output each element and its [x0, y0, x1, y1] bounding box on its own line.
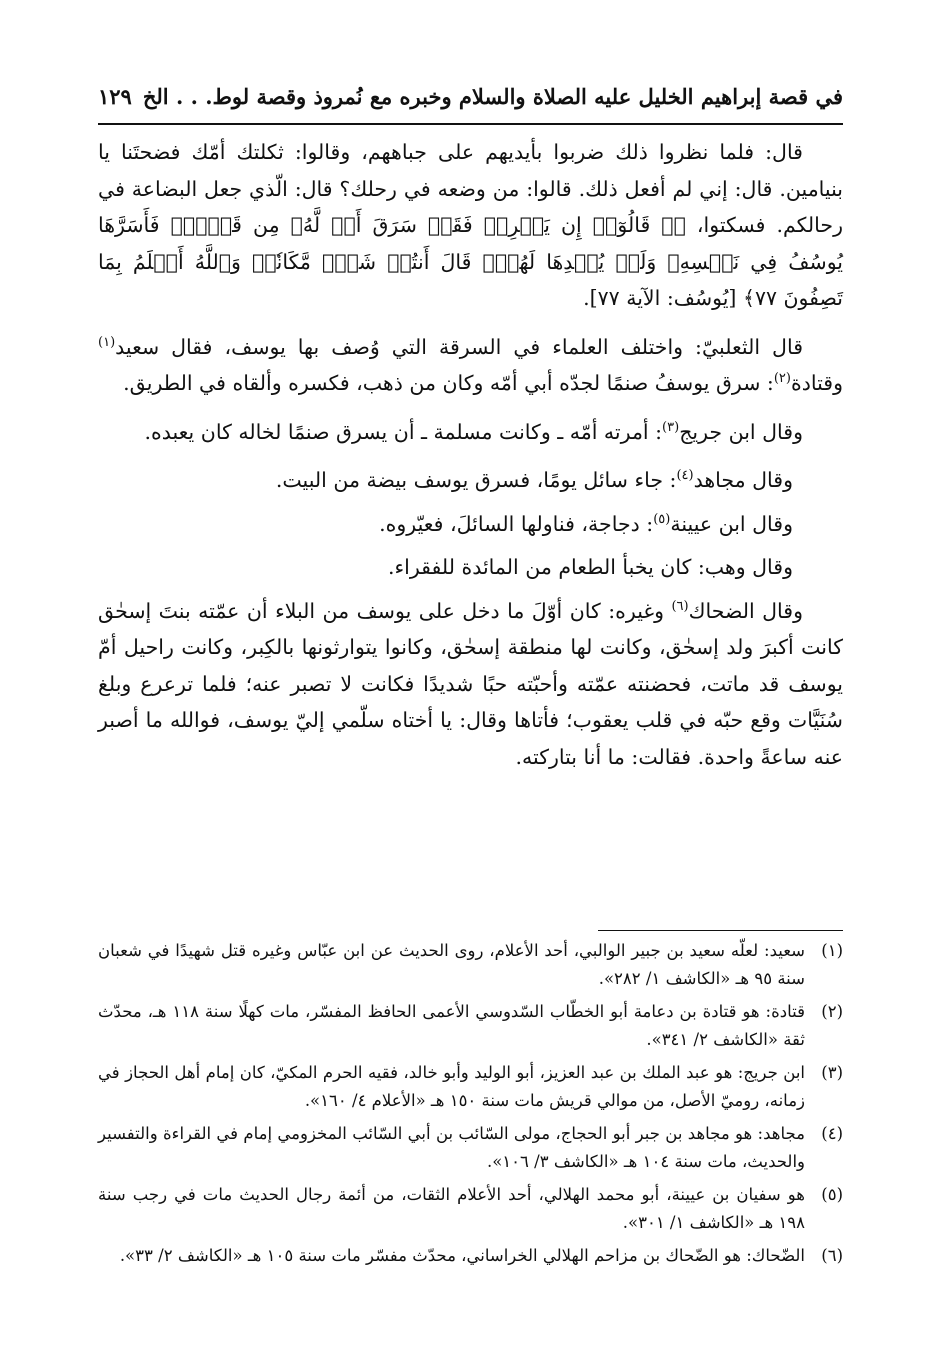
paragraph-4 [98, 462, 843, 499]
footnote-number: (٦) [821, 1246, 843, 1265]
footnote-text: الضّحاك: هو الضّحاك بن مزاحم الهلالي الخراساني، محدّث مفسّر مات سنة ١٠٥ هـ «الكاشف ٢/ ٣٣». [119, 1246, 805, 1265]
footnote-marker-3[interactable]: (٣) [662, 419, 680, 435]
footnote [98, 937, 843, 993]
main-text [98, 134, 843, 787]
footnote [98, 998, 843, 1054]
running-title: في قصة إبراهيم الخليل عليه الصلاة والسلام وخبره مع نُمروذ وقصة لوط. . . الخ [142, 84, 843, 109]
paragraph-7 [98, 593, 843, 776]
paragraph-3 [98, 414, 843, 451]
paragraph-4-text-b: : جاء سائل يومًا، فسرق يوسف بيضة من البيت. [275, 468, 677, 492]
footnote-marker-6[interactable]: (٦) [671, 598, 689, 614]
footnote-text: ابن جريج: هو عبد الملك بن عبد العزيز، أبو الوليد وأبو خالد، فقيه الحرم المكيّ، كان إمام أهل الحجاز في زمانه، روميّ الأصل، من موالي قريش مات سنة ١٥٠ هـ «الأعلام ٤/ ١٦٠». [98, 1063, 805, 1110]
footnote [98, 1120, 843, 1176]
footnote-text: سعيد: لعلّه سعيد بن جبير الوالبي، أحد الأعلام، روى الحديث عن ابن عبّاس وغيره قتل شهيدًا في شعبان سنة ٩٥ هـ «الكاشف ١/ ٢٨٢». [98, 941, 805, 988]
footnote-number: (٢) [821, 1002, 843, 1021]
paragraph-5-text-a: وقال ابن عيينة [670, 511, 793, 536]
footnote-text: هو سفيان بن عيينة، أبو محمد الهلالي، أحد الأعلام الثقات، من أئمة رجال الحديث مات في رجب سنة ١٩٨ هـ «الكاشف ١/ ٣٠١». [98, 1185, 805, 1232]
quran-verse: ﴿۞ قَالُوٓا۟ إِن يَسۡرِقۡ فَقَدۡ سَرَقَ أَخٞ لَّهُۥ مِن قَبۡلُۚ فَأَسَرَّهَا يُوسُفُ فِي نَفۡسِهِۦ وَلَمۡ يُبۡدِهَا لَهُمۡۚ قَالَ أَنتُمۡ شَرّٞ مَّكَانٗاۖ وَٱللَّهُ أَعۡلَمُ بِمَا تَصِفُونَ ٧٧﴾ [98, 213, 843, 310]
footnote-number: (٥) [821, 1185, 843, 1204]
paragraph-1 [98, 134, 843, 317]
footnote-number: (٣) [821, 1063, 843, 1082]
paragraph-4-text-a: وقال مجاهد [693, 468, 793, 492]
paragraph-7-text-a: وقال الضحاك [688, 598, 804, 623]
footnote-text: قتادة: هو قتادة بن دعامة أبو الخطّاب السّدوسي الأعمى الحافظ المفسّر، مات كهلًا سنة ١١٨ هـ، محدّث ثقة «الكاشف ٢/ ٣٤١». [98, 1002, 805, 1049]
paragraph-5-text-b: : دجاجة، فناولها السائلَ، فعيّروه. [379, 511, 654, 536]
paragraph-3-text-b: : أمرته أمّه ـ وكانت مسلمة ـ أن يسرق صنمًا لخاله كان يعبده. [144, 419, 663, 444]
footnote-marker-4[interactable]: (٤) [676, 468, 694, 484]
paragraph-2-text-c: : سرق يوسفُ صنمًا لجدّه أبي أمّه وكان من ذهب، فكسره وألقاه في الطريق. [123, 371, 774, 395]
paragraph-6 [98, 549, 843, 586]
footnote [98, 1059, 843, 1115]
footnote-marker-5[interactable]: (٥) [653, 511, 671, 527]
paragraph-2 [98, 329, 843, 402]
header-rule [98, 123, 843, 125]
verse-reference: [يُوسُف: الآية ٧٧]. [583, 286, 743, 310]
paragraph-7-text-b: وغيره: كان أوّلَ ما دخل على يوسف من البلاء أن عمّته بنتَ إسحٰق كانت أكبرَ ولد إسحٰق، وكانت لها منطقة إسحٰق، وكانوا يتوارثونها بالكِبر، وكانت راحيل أمّ يوسف قد ماتت، فحضنته عمّته وأحبّته حبًا شديدًا فكانت لا تصبر عنه؛ فلما ترعرع وبلغ سُنَيَّات وقع حبّه في قلب يعقوب؛ فأتاها وقال: يا أختاه سلّمي إليّ يوسف، فوالله ما أصبر عنه ساعةً واحدة. فقالت: ما أنا بتاركته. [98, 598, 843, 769]
paragraph-6-text: وقال وهب: كان يخبأ الطعام من المائدة للفقراء. [388, 555, 793, 579]
paragraph-2-text-b: وقتادة [790, 371, 843, 395]
footnote [98, 1181, 843, 1237]
footnote-marker-2[interactable]: (٢) [773, 371, 791, 387]
footnotes [98, 937, 843, 1275]
footnote-number: (١) [821, 941, 843, 960]
page-header [98, 84, 843, 109]
paragraph-5 [98, 506, 843, 543]
paragraph-2-text-a: قال الثعلبيّ: واختلف العلماء في السرقة التي وُصف بها يوسف، فقال سعيد [115, 334, 803, 359]
footnote-text: مجاهد: هو مجاهد بن جبر أبو الحجاج، مولى السّائب بن أبي السّائب المخزومي إمام في القراءة والتفسير والحديث، مات سنة ١٠٤ هـ «الكاشف ٣/ ١٠٦». [98, 1124, 805, 1171]
footnote [98, 1242, 843, 1270]
paragraph-3-text-a: وقال ابن جريج [679, 419, 803, 444]
footnote-rule [598, 930, 843, 931]
paragraph-1-text: قال: فلما نظروا ذلك ضربوا بأيديهم على جباههم، وقالوا: ثكلتك أمّك فضحتَنا يا بنيامين. قال: إني لم أفعل ذلك. قالوا: من وضعه في رحلك؟ قال: الّذي جعل البضاعة في رحالكم. فسكتوا، [98, 140, 843, 237]
footnote-marker-1[interactable]: (١) [98, 334, 116, 350]
page-number: ١٢٩ [98, 84, 132, 109]
footnote-number: (٤) [821, 1124, 843, 1143]
